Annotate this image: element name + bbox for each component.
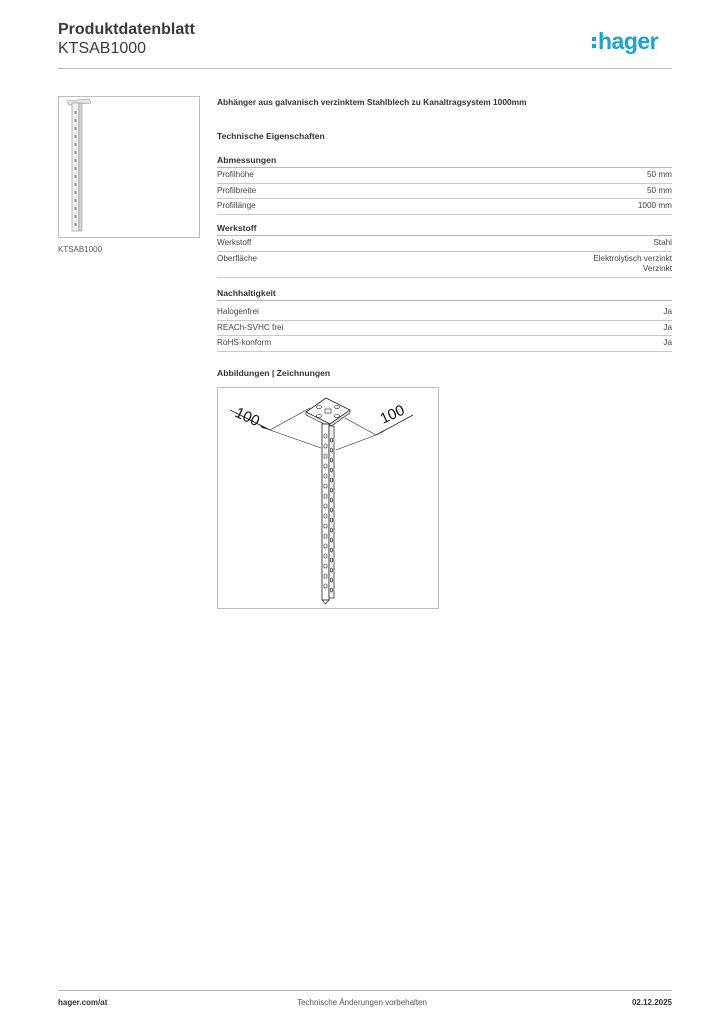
spec-row (217, 252, 672, 278)
spec-value: Stahl (653, 238, 672, 247)
section-sustainability (217, 288, 672, 352)
hanger-profile-thumbnail-icon (59, 97, 199, 237)
product-thumbnail (58, 96, 200, 238)
tech-properties-heading: Technische Eigenschaften (217, 131, 325, 141)
footer-website-link[interactable]: hager.com/at (58, 998, 108, 1007)
drawings-heading: Abbildungen | Zeichnungen (217, 368, 331, 378)
page-title: Produktdatenblatt (58, 21, 195, 38)
logo-colon-icon (592, 36, 596, 50)
spec-label: REACh-SVHC frei (217, 322, 284, 332)
spec-row (217, 168, 672, 184)
spec-row (217, 236, 672, 252)
section-material (217, 223, 672, 278)
spec-value-secondary: Verzinkt (642, 264, 672, 273)
logo-text: hager (598, 28, 659, 54)
footer-divider (58, 990, 672, 991)
spec-value: 1000 mm (637, 201, 672, 210)
hanger-drawing-icon (218, 388, 438, 608)
spec-row (217, 336, 672, 352)
dimension-label-right: 100 (377, 401, 408, 428)
spec-row (217, 302, 672, 321)
product-description: Abhänger aus galvanisch verzinktem Stahlblech zu Kanaltragsystem 1000mm (217, 97, 527, 107)
thumbnail-caption: KTSAB1000 (58, 245, 103, 254)
spec-value: Elektrolytisch verzinkt (593, 253, 672, 263)
spec-label: Profillänge (217, 201, 256, 210)
spec-value: Ja (663, 322, 672, 332)
footer-date: 02.12.2025 (631, 998, 672, 1007)
header-divider (58, 68, 672, 69)
spec-value: 50 mm (646, 185, 672, 195)
section-heading: Nachhaltigkeit (217, 288, 672, 301)
section-dimensions (217, 155, 672, 215)
spec-label: Halogenfrei (217, 307, 259, 316)
section-heading: Abmessungen (217, 155, 672, 168)
spec-value-multiline (593, 254, 672, 275)
spec-row (217, 321, 672, 337)
spec-label: Oberfläche (217, 253, 258, 263)
spec-label: Werkstoff (217, 238, 252, 247)
technical-drawing (217, 387, 439, 609)
spec-value: 50 mm (646, 170, 672, 179)
section-heading: Werkstoff (217, 223, 672, 236)
spec-label: Profilbreite (217, 185, 257, 195)
article-number: KTSAB1000 (58, 40, 147, 57)
dimension-label-left: 100 (232, 404, 263, 431)
spec-value: Ja (663, 338, 672, 347)
spec-label: RoHS-konform (217, 338, 272, 347)
footer-note: Technische Änderungen vorbehalten (297, 998, 427, 1007)
spec-label: Profilhöhe (217, 170, 254, 179)
spec-row (217, 199, 672, 215)
spec-row (217, 184, 672, 200)
hager-logo (592, 28, 658, 55)
spec-value: Ja (663, 307, 672, 316)
